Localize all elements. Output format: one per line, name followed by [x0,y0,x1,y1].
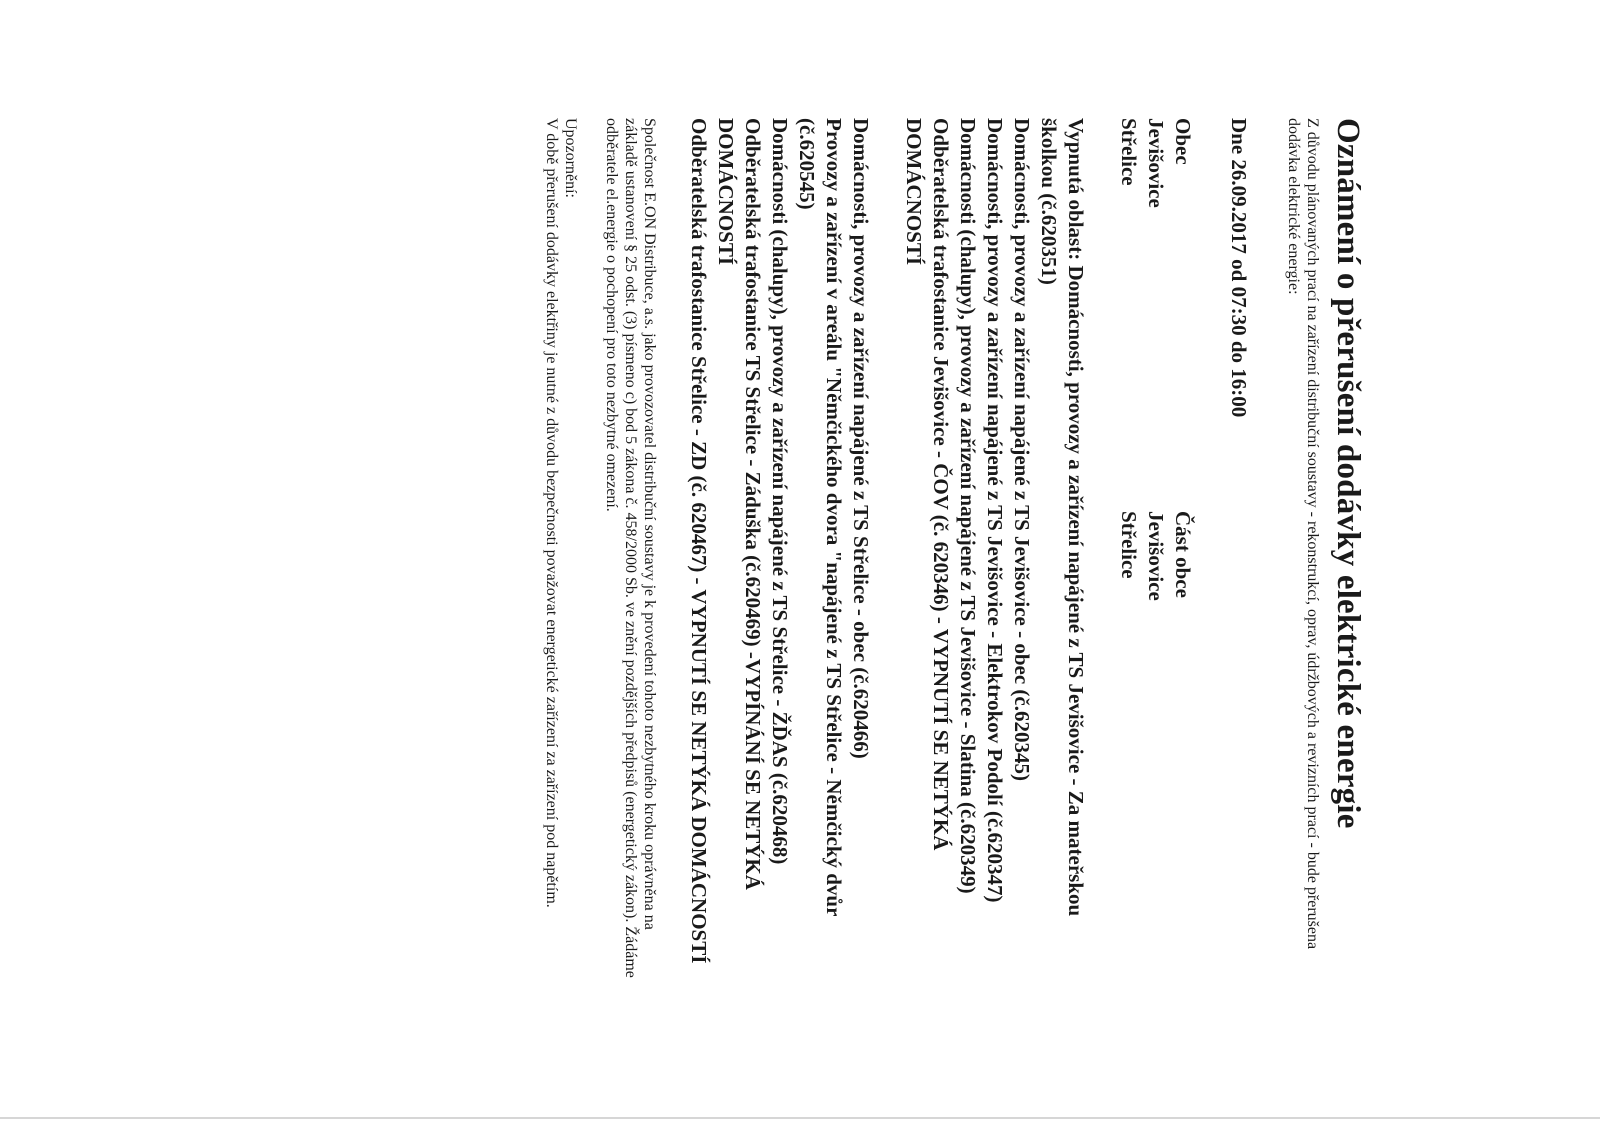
warning-text: V době přerušení dodávky elektřiny je nutné z důvodu bezpečnosti považovat energetické zařízení za zařízení pod napětím. [543,118,560,908]
jevisovice-area-list [900,118,1089,981]
area-line: Domácnosti, provozy a zařízení napájené z TS Jevišovice - obec (č.620345) [1010,118,1034,781]
area-line: Domácnosti, provozy a zařízení napájené z TS Střelice - obec (č.620466) [849,118,873,759]
strelice-area-list [685,118,874,981]
area-line: Provozy a zařízení v areálu "Němčického dvora "napájené z TS Střelice - Němčický dvůr (č.620545) [795,118,846,917]
area-line: Domácnosti, provozy a zařízení napájené z TS Jevišovice - Elektrokov Podolí (č.620347) [983,118,1007,903]
notice-intro: Z důvodu plánovaných prací na zařízení distribuční soustavy - rekonstrukcí, oprav, údržbových a revizních prací - bude přerušena dodávka elektrické energie: [1285,118,1321,950]
notice-title: Oznámení o přerušení dodávky elektrické energie [1330,118,1366,829]
cast-obce-value: Střelice [1117,511,1141,579]
area-line: Domácnosti (chalupy), provozy a zařízení napájené z TS Střelice - ŽĎAS (č.620468) [768,118,792,865]
company-statement: Společnost E.ON Distribuce, a.s. jako provozovatel distribuční soustavy je k provedení tohoto nezbytného kroku oprávněna na základě ustanovení § 25 odst. (3) písmeno c) bod 5 zákona č. 458/2000 Sb. ve znění pozdějších předpisů (energetický zákon). Žádáme odběratele el.energie o pochopení pro toto nezbytné omezení. [603,118,658,978]
area-line: Odběratelská trafostanice Střelice - ZD (č. 620467) - VYPNUTÍ SE NETÝKÁ DOMÁCNOSTÍ [687,118,711,964]
locations-table [1115,118,1196,981]
area-line: Odběratelská trafostanice TS Střelice - Záduška (č.620469) -VYPÍNÁNÍ SE NETÝKÁ DOMÁCNOSTÍ [714,118,765,890]
area-line: Vypnutá oblast: Domácnosti, provozy a zařízení napájené z TS Jevišovice - Za mateřskou školkou (č.620351) [1037,118,1088,917]
scan-edge-line [0,1117,1600,1119]
cast-obce-column [1115,511,1196,601]
warning-block [542,118,580,981]
obec-column [1115,118,1196,511]
obec-value: Jevišovice [1144,118,1168,208]
outage-date: Dne 26.09.2017 od 07:30 do 16:00 [1227,118,1251,418]
warning-label: Upozornění: [562,118,579,198]
area-line: Domácnosti (chalupy), provozy a zařízení napájené z TS Jevišovice - Slatina (č.620349) [956,118,980,894]
obec-value: Střelice [1117,118,1141,186]
area-line: Odběratelská trafostanice Jevišovice - ČOV (č. 620346) - VYPNUTÍ SE NETÝKÁ DOMÁCNOSTÍ [902,118,953,851]
obec-header: Obec [1171,118,1195,165]
cast-obce-value: Jevišovice [1144,511,1168,601]
cast-obce-header: Část obce [1171,511,1195,598]
